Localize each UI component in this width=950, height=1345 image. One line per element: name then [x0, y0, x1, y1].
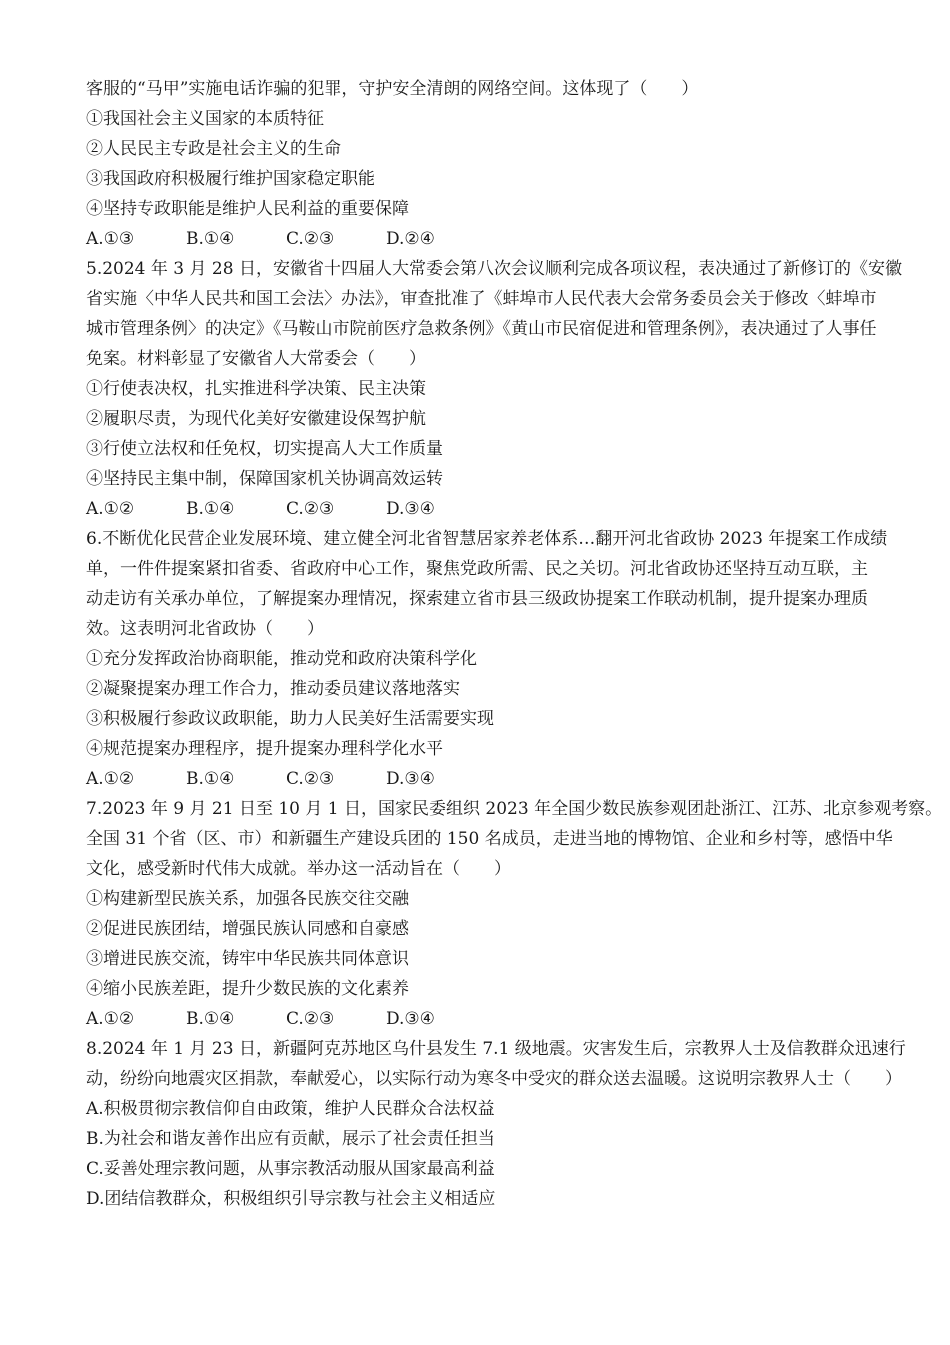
choice-d: D.②④: [386, 229, 435, 249]
question-6: [86, 524, 890, 794]
choice-options: [86, 224, 890, 254]
answer-item: ④规范提案办理程序，提升提案办理科学化水平: [86, 739, 443, 759]
answer-item: ④坚持专政职能是维护人民利益的重要保障: [86, 199, 409, 219]
question-5: [86, 254, 902, 524]
question-stem-line: 单，一件件提案紧扣省委、省政府中心工作，聚焦党政所需、民之关切。河北省政协还坚持互动互联，主: [86, 559, 868, 579]
choice-c: C.②③: [286, 499, 335, 519]
choice-a: A.积极贯彻宗教信仰自由政策，维护人民群众合法权益: [86, 1099, 495, 1119]
answer-item: ③我国政府积极履行维护国家稳定职能: [86, 169, 375, 189]
choice-c: C.②③: [286, 769, 335, 789]
choice-d: D.③④: [386, 769, 435, 789]
question-stem-line: 文化，感受新时代伟大成就。举办这一活动旨在（ ）: [86, 859, 511, 879]
question-stem-line: 动，纷纷向地震灾区捐款，奉献爱心，以实际行动为寒冬中受灾的群众送去温暖。这说明宗教界人士（ ）: [86, 1069, 902, 1089]
choice-d: D.③④: [386, 499, 435, 519]
answer-item: ④缩小民族差距，提升少数民族的文化素养: [86, 979, 409, 999]
question-8: [86, 1034, 906, 1214]
question-4: [86, 74, 890, 254]
question-stem-line: 全国 31 个省（区、市）和新疆生产建设兵团的 150 名成员，走进当地的博物馆、企业和乡村等，感悟中华: [86, 829, 893, 849]
answer-item: ②凝聚提案办理工作合力，推动委员建议落地落实: [86, 679, 460, 699]
choice-options: [86, 764, 890, 794]
answer-item: ①行使表决权，扎实推进科学决策、民主决策: [86, 379, 426, 399]
choice-d: D.团结信教群众，积极组织引导宗教与社会主义相适应: [86, 1189, 496, 1209]
question-stem-line: 8.2024 年 1 月 23 日，新疆阿克苏地区乌什县发生 7.1 级地震。灾害发生后，宗教界人士及信教群众迅速行: [86, 1039, 906, 1059]
answer-item: ③积极履行参政议政职能，助力人民美好生活需要实现: [86, 709, 494, 729]
choice-a: A.①②: [86, 1009, 135, 1029]
answer-item: ②履职尽责，为现代化美好安徽建设保驾护航: [86, 409, 426, 429]
choice-a: A.①③: [86, 229, 135, 249]
choice-c: C.②③: [286, 1009, 335, 1029]
answer-item: ②促进民族团结，增强民族认同感和自豪感: [86, 919, 409, 939]
question-stem-line: 免案。材料彰显了安徽省人大常委会（ ）: [86, 349, 426, 369]
choice-b: B.①④: [186, 499, 235, 519]
answer-item: ②人民民主专政是社会主义的生命: [86, 139, 341, 159]
choice-a: A.①②: [86, 769, 135, 789]
choice-b: B.①④: [186, 769, 235, 789]
choice-b: B.为社会和谐友善作出应有贡献，展示了社会责任担当: [86, 1129, 495, 1149]
choice-c: C.妥善处理宗教问题，从事宗教活动服从国家最高利益: [86, 1159, 495, 1179]
question-stem-line: 7.2023 年 9 月 21 日至 10 月 1 日，国家民委组织 2023 年全国少数民族参观团赴浙江、江苏、北京参观考察。: [86, 799, 943, 819]
question-stem-line: 省实施〈中华人民共和国工会法〉办法》，审查批准了《蚌埠市人民代表大会常务委员会关于修改〈蚌埠市: [86, 289, 877, 309]
question-stem-line: 5.2024 年 3 月 28 日，安徽省十四届人大常委会第八次会议顺利完成各项议程，表决通过了新修订的《安徽: [86, 259, 902, 279]
answer-item: ①我国社会主义国家的本质特征: [86, 109, 324, 129]
question-stem-line: 动走访有关承办单位，了解提案办理情况，探索建立省市县三级政协提案工作联动机制，提升提案办理质: [86, 589, 868, 609]
choice-d: D.③④: [386, 1009, 435, 1029]
question-stem-line: 客服的“马甲”实施电话诈骗的犯罪，守护安全清朗的网络空间。这体现了（ ）: [86, 79, 699, 99]
question-stem-line: 城市管理条例〉的决定》《马鞍山市院前医疗急救条例》《黄山市民宿促进和管理条例》，表决通过了人事任: [86, 319, 877, 339]
answer-item: ③行使立法权和任免权，切实提高人大工作质量: [86, 439, 443, 459]
choice-options: [86, 1004, 890, 1034]
choice-b: B.①④: [186, 229, 235, 249]
question-stem-line: 6.不断优化民营企业发展环境、建立健全河北省智慧居家养老体系…翻开河北省政协 2023 年提案工作成绩: [86, 529, 888, 549]
question-stem-line: 效。这表明河北省政协（ ）: [86, 619, 324, 639]
question-7: [86, 794, 943, 1034]
choice-a: A.①②: [86, 499, 135, 519]
answer-item: ③增进民族交流，铸牢中华民族共同体意识: [86, 949, 409, 969]
answer-item: ①充分发挥政治协商职能，推动党和政府决策科学化: [86, 649, 477, 669]
choice-c: C.②③: [286, 229, 335, 249]
answer-item: ①构建新型民族关系，加强各民族交往交融: [86, 889, 409, 909]
answer-item: ④坚持民主集中制，保障国家机关协调高效运转: [86, 469, 443, 489]
choice-b: B.①④: [186, 1009, 235, 1029]
choice-options: [86, 494, 890, 524]
